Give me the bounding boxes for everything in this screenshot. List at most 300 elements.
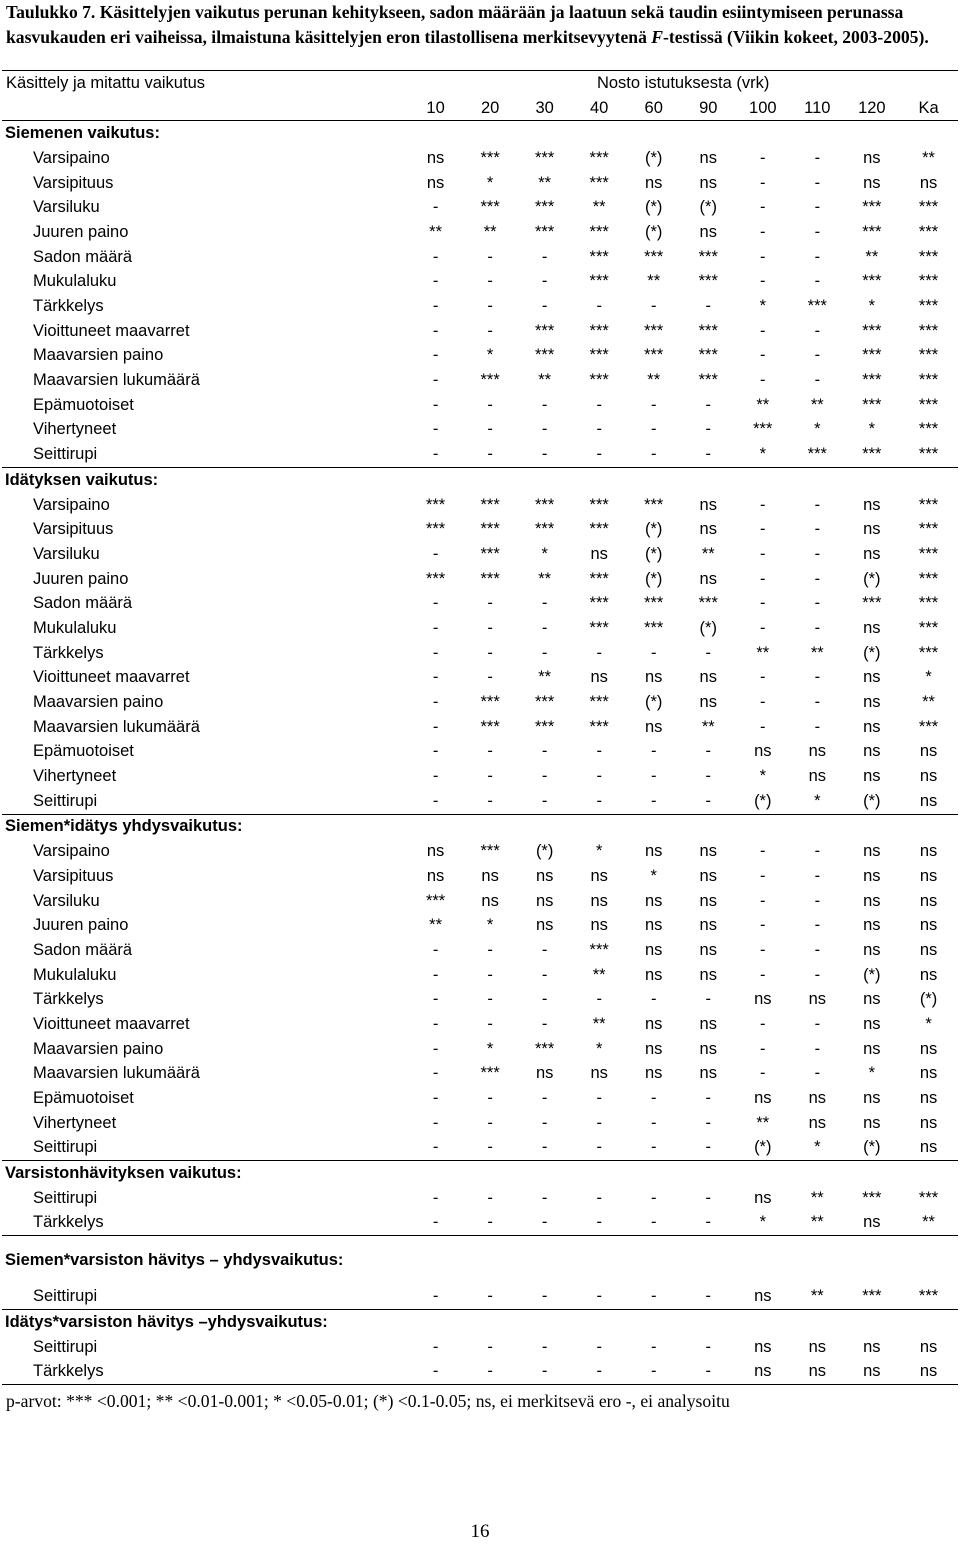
significance-cell: ns <box>919 1064 938 1083</box>
row-label: Varsiluku <box>33 198 100 217</box>
significance-cell: - <box>650 420 657 439</box>
significance-cell: - <box>705 742 711 761</box>
significance-cell: ns <box>863 1014 881 1033</box>
significance-cell: - <box>814 569 821 588</box>
significance-cell: - <box>814 940 821 959</box>
significance-cell: - <box>432 693 439 712</box>
table-row <box>2 1037 958 1062</box>
significance-cell: - <box>432 1337 439 1356</box>
significance-cell: *** <box>644 346 664 365</box>
significance-cell: *** <box>918 520 939 539</box>
significance-cell: *** <box>535 520 555 539</box>
significance-cell: - <box>487 420 493 439</box>
significance-cell: ns <box>590 916 608 935</box>
significance-cell: - <box>596 1113 602 1132</box>
significance-cell: - <box>814 495 821 514</box>
section-title: Siemenen vaikutus: <box>2 121 958 146</box>
significance-cell: ns <box>645 842 663 861</box>
significance-cell: ns <box>699 866 717 885</box>
significance-cell: - <box>487 272 493 291</box>
significance-cell: ** <box>538 173 552 192</box>
row-label: Vihertyneet <box>33 420 117 439</box>
significance-cell: - <box>487 990 493 1009</box>
significance-cell: - <box>432 544 439 563</box>
significance-cell: *** <box>918 272 939 291</box>
significance-cell: ns <box>754 1089 772 1108</box>
significance-cell: - <box>705 1287 711 1306</box>
significance-cell: - <box>432 717 439 736</box>
significance-cell: *** <box>589 940 609 959</box>
significance-cell: *** <box>698 346 718 365</box>
section-header-row <box>2 121 958 146</box>
row-label: Maavarsien lukumäärä <box>33 371 200 390</box>
significance-cell: - <box>432 1138 439 1157</box>
significance-cell: - <box>760 247 766 266</box>
significance-cell: ** <box>592 198 606 217</box>
significance-cell: *** <box>535 346 555 365</box>
row-label: Vioittuneet maavarret <box>33 668 190 687</box>
significance-cell: *** <box>480 148 500 167</box>
row-label: Maavarsien lukumäärä <box>33 717 200 736</box>
significance-cell: - <box>596 1188 602 1207</box>
significance-cell: ns <box>863 544 881 563</box>
significance-cell: * <box>868 420 876 439</box>
significance-cell: * <box>759 767 766 786</box>
significance-cell: ns <box>645 668 663 687</box>
significance-cell: - <box>705 1213 711 1232</box>
significance-cell: *** <box>480 1064 500 1083</box>
significance-cell: ns <box>919 965 938 984</box>
significance-cell: - <box>487 1089 493 1108</box>
significance-cell: - <box>432 618 439 637</box>
significance-cell: - <box>650 742 657 761</box>
significance-cell: ns <box>699 891 717 910</box>
row-label: Varsipituus <box>33 866 114 885</box>
significance-cell: - <box>487 643 493 662</box>
significance-cell: - <box>650 445 657 464</box>
significance-cell: - <box>541 1213 548 1232</box>
significance-cell: ** <box>429 222 443 241</box>
significance-cell: ns <box>590 544 608 563</box>
table-row <box>2 913 958 938</box>
column-header: 120 <box>845 96 900 121</box>
table-row <box>2 1284 958 1309</box>
significance-cell: * <box>814 1138 821 1157</box>
significance-cell: ns <box>863 148 881 167</box>
significance-cell: - <box>650 1213 657 1232</box>
section-title: Idätyksen vaikutus: <box>2 468 958 493</box>
significance-cell: *** <box>589 173 609 192</box>
significance-cell: - <box>596 643 602 662</box>
significance-cell: - <box>760 1039 766 1058</box>
significance-cell: *** <box>425 569 446 588</box>
significance-cell: - <box>760 1064 766 1083</box>
significance-cell: ns <box>535 916 554 935</box>
row-label: Varsiluku <box>33 891 100 910</box>
significance-cell: *** <box>644 495 664 514</box>
significance-cell: - <box>760 717 766 736</box>
row-label: Maavarsien paino <box>33 693 164 712</box>
significance-cell: - <box>650 643 657 662</box>
significance-cell: - <box>432 272 439 291</box>
significance-cell: ** <box>538 569 552 588</box>
significance-cell: ns <box>919 1337 938 1356</box>
significance-cell: ns <box>863 1337 881 1356</box>
significance-cell: ns <box>699 940 717 959</box>
significance-cell: ** <box>810 1188 824 1207</box>
significance-cell: * <box>595 842 603 861</box>
table-row <box>2 294 958 319</box>
table-row <box>2 839 958 864</box>
significance-cell: - <box>487 1014 493 1033</box>
significance-cell: (*) <box>645 693 663 712</box>
significance-cell: - <box>650 1188 657 1207</box>
significance-cell: - <box>432 1014 439 1033</box>
table-row <box>2 418 958 443</box>
significance-cell: *** <box>862 1287 882 1306</box>
significance-cell: - <box>760 668 766 687</box>
significance-cell: *** <box>918 1188 939 1207</box>
significance-cell: ns <box>919 1113 938 1132</box>
significance-cell: (*) <box>919 990 938 1009</box>
significance-cell: (*) <box>645 222 663 241</box>
significance-cell: - <box>541 767 548 786</box>
significance-cell: ns <box>790 1359 845 1384</box>
significance-cell: *** <box>480 569 500 588</box>
significance-cell: - <box>760 321 766 340</box>
significance-cell: - <box>705 990 711 1009</box>
column-header: 20 <box>463 96 518 121</box>
significance-cell: - <box>814 1039 821 1058</box>
significance-cell: *** <box>589 371 609 390</box>
significance-cell: - <box>650 1138 657 1157</box>
significance-cell: *** <box>698 371 718 390</box>
row-label: Vioittuneet maavarret <box>33 321 190 340</box>
significance-cell: - <box>814 1064 821 1083</box>
significance-cell: ** <box>647 272 661 291</box>
significance-cell: ns <box>645 1064 663 1083</box>
significance-cell: ns <box>863 495 881 514</box>
significance-cell: * <box>486 1039 494 1058</box>
significance-cell: - <box>814 891 821 910</box>
row-label: Mukulaluku <box>33 618 117 637</box>
row-label: Juuren paino <box>33 916 129 935</box>
significance-cell: ns <box>899 1359 958 1384</box>
significance-cell: - <box>541 791 548 810</box>
significance-cell: - <box>760 916 766 935</box>
significance-cell: *** <box>480 544 500 563</box>
table-row <box>2 1012 958 1037</box>
column-header: 90 <box>681 96 736 121</box>
significance-cell: *** <box>644 247 664 266</box>
significance-cell: *** <box>480 495 500 514</box>
table-row <box>2 542 958 567</box>
significance-cell: * <box>814 791 821 810</box>
significance-cell: - <box>760 618 766 637</box>
significance-cell: - <box>432 247 439 266</box>
significance-cell: (*) <box>645 148 663 167</box>
significance-cell: - <box>541 1014 548 1033</box>
significance-cell: - <box>760 891 766 910</box>
significance-cell: - <box>596 445 602 464</box>
significance-cell: - <box>596 990 602 1009</box>
significance-cell: *** <box>918 321 939 340</box>
significance-cell: - <box>705 1089 711 1108</box>
significance-cell: *** <box>535 198 555 217</box>
significance-cell: - <box>541 1287 548 1306</box>
significance-cell: ns <box>808 990 827 1009</box>
significance-cell: *** <box>480 198 500 217</box>
significance-cell: - <box>487 767 493 786</box>
significance-cell: *** <box>480 717 500 736</box>
significance-cell: *** <box>918 618 939 637</box>
corner-label: Käsittely ja mitattu vaikutus <box>2 71 408 96</box>
header-row-columns <box>2 96 958 121</box>
section-header-row <box>2 1310 958 1335</box>
significance-cell: - <box>541 420 548 439</box>
footnote: p-arvot: *** <0.001; ** <0.01-0.001; * <0.05-0.01; (*) <0.1-0.05; ns, ei merkitsevä ero -, ei analysoitu <box>6 1391 730 1411</box>
significance-cell: - <box>760 198 766 217</box>
significance-cell: - <box>487 594 493 613</box>
column-header: 100 <box>736 96 791 121</box>
significance-cell: ns <box>863 940 881 959</box>
significance-cell: - <box>432 321 439 340</box>
significance-cell: * <box>759 297 766 316</box>
significance-cell: ns <box>863 742 881 761</box>
significance-cell: - <box>814 594 821 613</box>
significance-cell: ns <box>699 965 717 984</box>
significance-cell: (*) <box>863 643 881 662</box>
significance-cell: - <box>760 965 766 984</box>
row-label: Varsiluku <box>33 544 100 563</box>
significance-cell: - <box>541 1138 548 1157</box>
significance-cell: ns <box>754 1188 772 1207</box>
significance-cell: ns <box>845 1359 900 1384</box>
significance-cell: *** <box>535 222 555 241</box>
significance-cell: - <box>541 1188 548 1207</box>
section-title: Siemen*idätys yhdysvaikutus: <box>2 814 958 839</box>
significance-cell: *** <box>425 891 446 910</box>
significance-cell: ns <box>863 668 881 687</box>
significance-cell: *** <box>918 717 939 736</box>
significance-cell: - <box>432 940 439 959</box>
significance-cell: - <box>814 371 821 390</box>
significance-cell: * <box>486 916 494 935</box>
significance-cell: ns <box>590 866 608 885</box>
significance-cell: - <box>705 1188 711 1207</box>
significance-cell: ** <box>592 965 606 984</box>
significance-cell: ** <box>810 1213 824 1232</box>
significance-cell: ns <box>863 891 881 910</box>
significance-cell: - <box>541 643 548 662</box>
section-header-row <box>2 1161 958 1186</box>
table-row <box>2 1136 958 1161</box>
significance-cell: - <box>432 791 439 810</box>
table-row <box>2 690 958 715</box>
row-label: Mukulaluku <box>33 965 117 984</box>
significance-cell: - <box>487 395 493 414</box>
significance-cell: (*) <box>754 1138 772 1157</box>
significance-cell: *** <box>425 520 446 539</box>
significance-cell: ns <box>863 767 881 786</box>
significance-cell: ns <box>645 1014 663 1033</box>
significance-cell: - <box>432 594 439 613</box>
significance-cell: *** <box>480 842 500 861</box>
significance-cell: ** <box>538 371 552 390</box>
significance-cell: ns <box>863 916 881 935</box>
significance-cell: - <box>432 742 439 761</box>
row-label: Tärkkelys <box>2 1359 408 1384</box>
significance-cell: - <box>705 1113 711 1132</box>
significance-cell: ns <box>535 1064 554 1083</box>
significance-cell: ns <box>919 866 938 885</box>
significance-cell: ns <box>863 717 881 736</box>
significance-cell: ns <box>535 891 554 910</box>
significance-cell: - <box>814 618 821 637</box>
significance-cell: (*) <box>645 198 663 217</box>
significance-cell: - <box>596 420 602 439</box>
table-row <box>2 616 958 641</box>
significance-cell: - <box>814 247 821 266</box>
caption-tail: -testissä (Viikin kokeet, 2003-2005). <box>663 26 929 47</box>
row-label: Juuren paino <box>33 569 129 588</box>
significance-cell: - <box>487 247 493 266</box>
significance-cell: - <box>432 668 439 687</box>
row-label: Vihertyneet <box>33 767 117 786</box>
significance-cell: *** <box>480 693 500 712</box>
significance-cell: ns <box>754 990 772 1009</box>
table-row <box>2 715 958 740</box>
significance-cell: - <box>760 1014 766 1033</box>
significance-cell: *** <box>918 222 939 241</box>
significance-cell: ns <box>699 148 717 167</box>
significance-cell: *** <box>918 594 939 613</box>
significance-cell: - <box>487 742 493 761</box>
significance-cell: - <box>487 1113 493 1132</box>
significance-cell: *** <box>589 222 609 241</box>
significance-cell: - <box>541 1113 548 1132</box>
significance-cell: (*) <box>699 618 717 637</box>
table-row <box>2 591 958 616</box>
column-header: Ka <box>899 96 958 121</box>
significance-cell: - <box>596 395 602 414</box>
column-header: 40 <box>572 96 627 121</box>
row-label: Seittirupi <box>33 1138 98 1157</box>
significance-cell: ns <box>699 520 717 539</box>
table-row <box>2 245 958 270</box>
row-label: Maavarsien paino <box>33 1039 164 1058</box>
table-row <box>2 1062 958 1087</box>
header-spacer <box>2 96 408 121</box>
table-row <box>2 740 958 765</box>
significance-cell: ns <box>919 791 938 810</box>
significance-cell: ns <box>736 1359 791 1384</box>
significance-cell: ns <box>863 693 881 712</box>
significance-cell: - <box>814 198 821 217</box>
significance-cell: ** <box>701 544 715 563</box>
significance-cell: *** <box>918 371 939 390</box>
results-table-body <box>2 71 958 1385</box>
significance-cell: * <box>868 297 876 316</box>
significance-cell: - <box>760 495 766 514</box>
significance-cell: *** <box>918 420 939 439</box>
row-label: Vihertyneet <box>33 1113 117 1132</box>
page-number: 16 <box>470 1521 490 1542</box>
section-header-row <box>2 814 958 839</box>
significance-cell: - <box>814 222 821 241</box>
column-header: 10 <box>408 96 463 121</box>
significance-cell: - <box>705 395 711 414</box>
significance-cell: - <box>705 767 711 786</box>
significance-cell: - <box>705 791 711 810</box>
significance-cell: *** <box>918 643 939 662</box>
row-label: Epämuotoiset <box>33 395 134 414</box>
row-label: Sadon määrä <box>33 594 133 613</box>
significance-cell: ns <box>919 767 938 786</box>
significance-cell: - <box>596 1138 602 1157</box>
row-label: Juuren paino <box>33 222 129 241</box>
significance-cell: *** <box>862 1188 882 1207</box>
significance-cell: - <box>760 866 766 885</box>
significance-cell: (*) <box>863 569 881 588</box>
significance-cell: ns <box>919 940 938 959</box>
table-row <box>2 987 958 1012</box>
significance-cell: ns <box>426 842 445 861</box>
significance-cell: - <box>596 742 602 761</box>
row-label: Maavarsien lukumäärä <box>33 1064 200 1083</box>
significance-cell: * <box>541 544 548 563</box>
significance-cell: *** <box>918 544 939 563</box>
significance-cell: - <box>650 297 657 316</box>
significance-cell: - <box>760 594 766 613</box>
significance-cell: ns <box>863 1213 881 1232</box>
significance-cell: - <box>650 767 657 786</box>
significance-cell: - <box>541 445 548 464</box>
significance-cell: *** <box>698 272 718 291</box>
significance-cell: ns <box>919 891 938 910</box>
significance-cell: - <box>596 1337 602 1356</box>
significance-cell: ns <box>645 717 663 736</box>
significance-cell: - <box>705 297 711 316</box>
significance-cell: - <box>487 1287 493 1306</box>
significance-cell: ns <box>754 1337 772 1356</box>
significance-cell: - <box>814 668 821 687</box>
significance-cell: *** <box>480 520 500 539</box>
table-row <box>2 666 958 691</box>
table-row <box>2 270 958 295</box>
significance-cell: - <box>487 791 493 810</box>
significance-cell: * <box>759 1213 766 1232</box>
significance-cell: ns <box>863 173 881 192</box>
significance-cell: * <box>650 866 657 885</box>
significance-cell: - <box>432 1213 439 1232</box>
significance-cell: *** <box>589 321 609 340</box>
significance-cell: * <box>595 1039 603 1058</box>
section-header-row <box>2 468 958 493</box>
significance-cell: ns <box>645 965 663 984</box>
row-label: Tärkkelys <box>33 1213 104 1232</box>
significance-cell: - <box>760 173 766 192</box>
significance-cell: *** <box>807 445 827 464</box>
significance-cell: ** <box>429 916 443 935</box>
row-label: Seittirupi <box>33 1337 98 1356</box>
significance-cell: - <box>541 1337 548 1356</box>
significance-cell: *** <box>589 693 609 712</box>
table-row <box>2 171 958 196</box>
significance-cell: (*) <box>863 791 881 810</box>
significance-cell: ns <box>919 1089 938 1108</box>
significance-cell: *** <box>535 693 555 712</box>
